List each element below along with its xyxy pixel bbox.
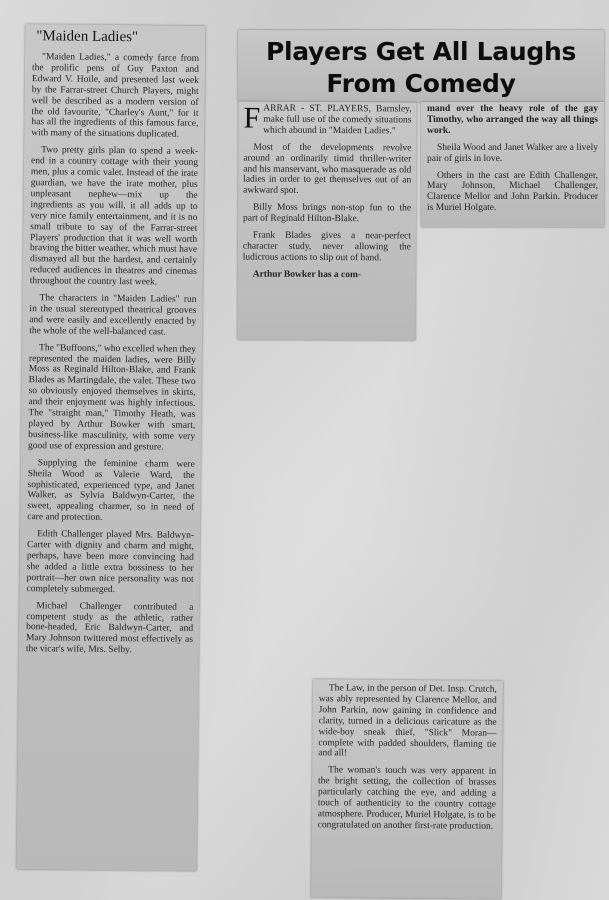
review-paragraph-1: "Maiden Ladies," a comedy farce from the prolific pens of Guy Paxton and Edward V. Hoile, and presented last week by the Farrar-street Church Players, might well be described as a modern version of the old favourite, "Charley's Aunt," for it has all the ingredients of this famous farce, with many of the situations duplicated. <box>31 52 200 141</box>
drop-cap: F <box>243 101 261 135</box>
article-continued-paragraph-2: Sheila Wood and Janet Walker are a lively pair of girls in love. <box>427 142 598 164</box>
article-paragraph-5: Arthur Bowker has a com- <box>252 269 362 280</box>
review-paragraph-3: The characters in "Maiden Ladies" run in the usual stereotyped theatrical grooves and were easily and excellently enacted by the whole of the well-balanced cast. <box>29 293 197 338</box>
headline-clipping <box>238 30 604 102</box>
article-paragraph-4: Frank Blades gives a near-perfect character study, never allowing the ludicrous actions to slip out of hand. <box>242 230 411 264</box>
review-paragraph-7: Michael Challenger contributed a competent study as the athletic, rather bone-headed, Eric Baldwyn-Carter, and Mary Johnson twittered most effectively as the vicar's wife, Mrs. Selby. <box>25 600 194 656</box>
review-paragraph-5: Supplying the feminine charm were Sheila Wood as Valerie Ward, the sophisticated, experienced type, and Janet Walker, as Sylvia Baldwyn-Carter, the sweet, appealing charmer, so in need of care and protection. <box>27 457 195 524</box>
maiden-ladies-review-clipping <box>17 24 206 871</box>
players-article-column-2 <box>421 102 604 227</box>
review-paragraph-4: The "Buffoons," who excelled when they represented the maiden ladies, were Billy Moss as Reginald Hilton-Blake, and Frank Blades as Martingdale, the valet. These two so obviously enjoyed themselves in skirts, and their enjoyment was highly infectious. The "straight man," Timothy Heath, was played by Arthur Bowker with smart, business-like masculinity, with some very good use of expression and gesture. <box>27 342 197 453</box>
headline-line-2: From Comedy <box>326 69 516 98</box>
continuation-paragraph-2: The woman's touch was very apparent in the bright setting, the collection of brasses particularly catching the eye, and adding a touch of authenticity to the country cottage atmosphere. Producer, Muriel Holgate, is to be congratulated on another first-rate production. <box>317 765 497 832</box>
article-continued-paragraph-3: Others in the cast are Edith Challenger, Mary Johnson, Michael Challenger, Clarence Mellor and John Parkin. Producer is Muriel Holgate. <box>427 170 598 214</box>
continuation-paragraph-1: The Law, in the person of Det. Insp. Crutch, was ably represented by Clarence Mellor, and John Parkin, now gaining in confidence and clarity, turned in a delicious caricature as the wide-boy sneak thief, "Slick" Moran—complete with padded shoulders, flaming tie and all! <box>318 683 497 759</box>
review-paragraph-2: Two pretty girls plan to spend a week-end in a country cottage with their young men, plus a comic valet. Instead of the irate guardian, we have the irate mother, plus unpleasant nephew—mix up the ingredients as you will, it all adds up to very nice family entertainment, and it is no small tribute to say of the Farrar-street Players' production that it was well worth braving the bitter weather, which must have dismayed all but the hardest, and certainly reduced audiences in theatres and cinemas throughout the country last week. <box>29 145 199 288</box>
headline-line-1: Players Get All Laughs <box>265 37 577 66</box>
lead-paragraph-text: ARRAR - ST. PLAYERS, Barnsley, make full use of the comedy situations which abound in "Maiden Ladies." <box>263 103 412 137</box>
review-paragraph-6: Edith Challenger played Mrs. Baldwyn-Carter with dignity and charm and might, perhaps, have been more convincing had she added a little extra bossiness to her portrait—her own nice personality was not completely submerged. <box>26 529 195 595</box>
article-paragraph-2: Most of the developments revolve around an ordinarily timid thriller-writer and his manservant, who masquerade as old ladies in order to get themselves out of an awkward spot. <box>243 142 412 197</box>
review-title: "Maiden Ladies" <box>36 28 139 46</box>
article-paragraph-3: Billy Moss brings non-stop fun to the part of Reginald Hilton-Blake. <box>242 202 412 225</box>
article-continued-paragraph-1: mand over the heavy role of the gay Timothy, who arranged the way all things work. <box>427 104 598 136</box>
players-article-column-1 <box>237 102 416 341</box>
article-lead-paragraph <box>243 101 412 138</box>
review-continuation-clipping <box>311 679 503 899</box>
